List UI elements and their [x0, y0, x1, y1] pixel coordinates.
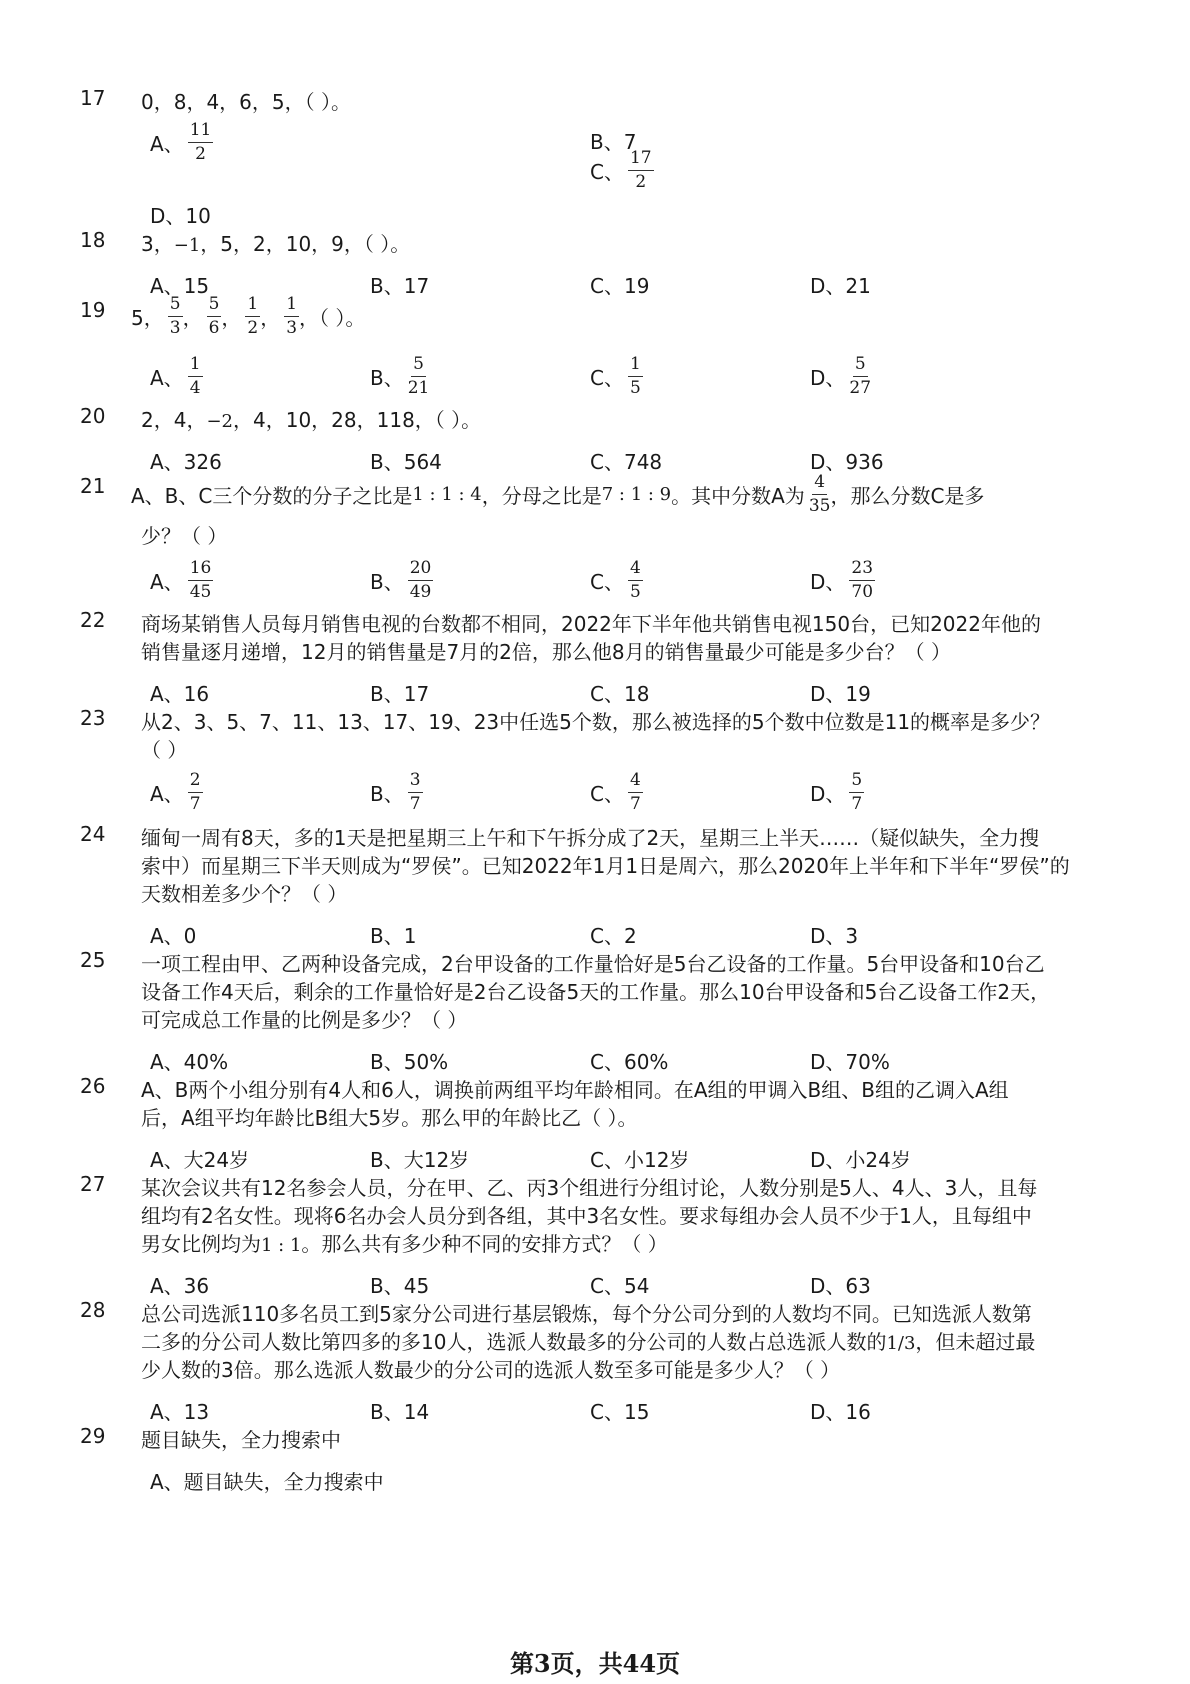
option-b: B、45 [370, 1274, 430, 1298]
question-number: 18 [80, 228, 106, 252]
option-d: D、63 [810, 1274, 871, 1298]
stem-text: ，但未超过最 [915, 1330, 1036, 1354]
question-stem-line1 [131, 474, 984, 515]
option-d: D、936 [810, 450, 884, 474]
numerator: 11 [188, 122, 214, 143]
fraction [408, 356, 430, 397]
denominator: 6 [208, 318, 220, 338]
question-stem-line1: 商场某销售人员每月销售电视的台数都不相同，2022年下半年他共销售电视150台，已知2022年他的 [141, 612, 1041, 636]
fraction [284, 296, 299, 337]
question-stem-line2: 销售量逐月递增，12月的销售量是7月的2倍，那么他8月的销售量最少可能是多少台？（ ） [141, 640, 951, 664]
numerator: 1 [284, 296, 299, 317]
option-label: B、 [370, 570, 404, 594]
option-label: B、 [370, 782, 404, 806]
option-c: C、19 [590, 274, 650, 298]
option-c [590, 150, 654, 191]
option-c [590, 560, 643, 601]
fraction [245, 296, 260, 337]
option-label: A、 [150, 570, 184, 594]
question-stem [141, 404, 481, 433]
option-d [810, 356, 871, 397]
numerator: 5 [849, 772, 864, 793]
option-d: D、21 [810, 274, 871, 298]
numerator: 5 [207, 296, 222, 317]
denominator: 3 [169, 318, 181, 338]
option-b: B、564 [370, 450, 442, 474]
option-b: B、50% [370, 1050, 449, 1074]
stem-math: 1/3 [886, 1333, 916, 1354]
question-number: 20 [80, 404, 106, 428]
fraction [628, 356, 643, 397]
denominator: 7 [629, 794, 641, 814]
numerator: 4 [628, 772, 643, 793]
numerator: 17 [628, 150, 654, 171]
fraction [168, 296, 183, 337]
fraction [628, 560, 643, 601]
option-a [150, 772, 203, 813]
option-label: C、 [590, 366, 624, 390]
denominator: 27 [849, 378, 872, 398]
question-stem-line2: 设备工作4天后，剩余的工作量恰好是2台乙设备5天的工作量。那么10台甲设备和5台乙设备工作2天， [141, 980, 1051, 1004]
option-label: C、 [590, 570, 624, 594]
stem-text: ，4，10，28，118，（ ）。 [233, 408, 482, 432]
question-stem-line1: 总公司选派110多名员工到5家分公司进行基层锻炼，每个分公司分到的人数均不同。已知选派人数第 [141, 1302, 1032, 1326]
option-a [150, 122, 213, 163]
stem-text: 二多的分公司人数比第四多的多10人，选派人数最多的分公司的人数占总选派人数的 [141, 1330, 887, 1354]
fraction [628, 772, 643, 813]
question-number: 23 [80, 706, 106, 730]
numerator: 4 [812, 474, 827, 495]
stem-text: ，5，2，10，9，（ ）。 [200, 232, 411, 256]
numerator: 16 [188, 560, 214, 581]
option-a [150, 356, 203, 397]
question-stem-line1: 某次会议共有12名参会人员，分在甲、乙、丙3个组进行分组讨论，人数分别是5人、4人、3人，且每 [141, 1176, 1038, 1200]
numerator: 1 [245, 296, 260, 317]
option-b [370, 356, 429, 397]
question-stem [141, 228, 410, 257]
question-stem-line3 [141, 1228, 668, 1257]
option-c: C、2 [590, 924, 637, 948]
option-a: A、题目缺失，全力搜索中 [150, 1470, 384, 1494]
separator: ， [260, 306, 281, 330]
fraction [408, 772, 423, 813]
question-stem-line2: 后，A组平均年龄比B组大5岁。那么甲的年龄比乙（ ）。 [141, 1106, 638, 1130]
denominator: 5 [629, 378, 641, 398]
option-c [590, 772, 643, 813]
option-label: D、 [810, 782, 846, 806]
option-b: B、7 [590, 130, 637, 154]
denominator: 2 [247, 318, 259, 338]
question-number: 26 [80, 1074, 106, 1098]
option-c [590, 356, 643, 397]
fraction [628, 150, 654, 191]
option-d: D、70% [810, 1050, 890, 1074]
stem-text: A、B、C三个分数的分子之比是 [131, 484, 413, 508]
fraction [188, 560, 214, 601]
numerator: 20 [408, 560, 434, 581]
option-label: D、 [810, 570, 846, 594]
question-stem-line1: A、B两个小组分别有4人和6人，调换前两组平均年龄相同。在A组的甲调入B组、B组的乙调入A组 [141, 1078, 1009, 1102]
denominator: 3 [286, 318, 298, 338]
question-stem: 0，8，4，6，5，（ ）。 [141, 90, 351, 114]
denominator: 2 [635, 172, 647, 192]
question-stem-line2: 少？（ ） [141, 524, 228, 548]
question-stem-line2: 组均有2名女性。现将6名办会人员分到各组，其中3名女性。要求每组办会人员不少于1人，且每组中 [141, 1204, 1032, 1228]
fraction [207, 296, 222, 337]
question-number: 25 [80, 948, 106, 972]
question-number: 27 [80, 1172, 106, 1196]
option-label: C、 [590, 160, 624, 184]
question-stem [131, 296, 365, 337]
option-d [810, 772, 864, 813]
option-b: B、1 [370, 924, 417, 948]
option-c: C、60% [590, 1050, 669, 1074]
question-stem-line3: 可完成总工作量的比例是多少？（ ） [141, 1008, 468, 1032]
question-stem-line1: 从2、3、5、7、11、13、17、19、23中任选5个数，那么被选择的5个数中位数是11的概率是多少？ [141, 710, 1051, 734]
denominator: 5 [629, 582, 641, 602]
option-c: C、54 [590, 1274, 650, 1298]
option-label: A、 [150, 132, 184, 156]
numerator: 1 [628, 356, 643, 377]
numerator: 4 [628, 560, 643, 581]
denominator: 70 [851, 582, 874, 602]
option-d: D、10 [150, 204, 211, 228]
question-stem-line1: 缅甸一周有8天，多的1天是把星期三上午和下午拆分成了2天，星期三上半天……（疑似缺失，全力搜 [141, 826, 1040, 850]
stem-text: ，那么分数C是多 [830, 484, 985, 508]
option-d: D、16 [810, 1400, 871, 1424]
question-number: 22 [80, 608, 106, 632]
option-d: D、19 [810, 682, 871, 706]
option-label: C、 [590, 782, 624, 806]
option-a: A、36 [150, 1274, 210, 1298]
fraction [188, 772, 203, 813]
option-c: C、748 [590, 450, 663, 474]
denominator: 45 [189, 582, 212, 602]
fraction [809, 474, 831, 515]
stem-text: ，分母之比是 [481, 484, 602, 508]
option-d: D、3 [810, 924, 859, 948]
numerator: 5 [411, 356, 426, 377]
option-a: A、大24岁 [150, 1148, 250, 1172]
stem-math: 7 : 1 : 9 [601, 484, 672, 505]
option-b [370, 772, 423, 813]
option-c: C、18 [590, 682, 650, 706]
fraction [849, 772, 864, 813]
question-number: 24 [80, 822, 106, 846]
fraction [188, 122, 214, 163]
stem-math: 1 : 1 [261, 1235, 302, 1256]
option-a: A、40% [150, 1050, 229, 1074]
option-a: A、0 [150, 924, 197, 948]
stem-text: 。其中分数A为 [671, 484, 805, 508]
page-footer: 第3页，共44页 [509, 1649, 681, 1678]
question-stem-line2: （ ） [141, 738, 188, 762]
stem-text: 3， [141, 232, 174, 256]
numerator: 23 [849, 560, 875, 581]
numerator: 2 [188, 772, 203, 793]
stem-text: 男女比例均为 [141, 1232, 261, 1256]
fraction [188, 356, 203, 397]
option-b: B、14 [370, 1400, 430, 1424]
option-d: D、小24岁 [810, 1148, 911, 1172]
separator: ， [182, 306, 203, 330]
question-number: 21 [80, 474, 106, 498]
option-c: C、小12岁 [590, 1148, 690, 1172]
option-label: A、 [150, 782, 184, 806]
fraction [849, 356, 871, 397]
question-stem-line2: 索中）而星期三下半天则成为“罗侯”。已知2022年1月1日是周六，那么2020年上半年和下半年“罗侯”的 [141, 854, 1070, 878]
question-stem-line3: 天数相差多少个？（ ） [141, 882, 348, 906]
question-stem-line2 [141, 1326, 1035, 1355]
fraction [849, 560, 875, 601]
stem-math: −2 [206, 411, 233, 432]
stem-math: 1 : 1 : 4 [412, 484, 482, 505]
denominator: 2 [195, 144, 206, 164]
denominator: 35 [808, 496, 831, 516]
stem-text: 2，4， [141, 408, 207, 432]
numerator: 1 [188, 356, 203, 377]
stem-text: ，（ ）。 [299, 306, 366, 330]
option-b: B、大12岁 [370, 1148, 470, 1172]
numerator: 5 [853, 356, 868, 377]
option-a [150, 560, 213, 601]
option-d [810, 560, 875, 601]
fraction [408, 560, 434, 601]
option-c: C、15 [590, 1400, 650, 1424]
option-label: A、 [150, 366, 184, 390]
question-stem-line1: 一项工程由甲、乙两种设备完成，2台甲设备的工作量恰好是5台乙设备的工作量。5台甲设备和10台乙 [141, 952, 1045, 976]
denominator: 7 [409, 794, 421, 814]
question-number: 28 [80, 1298, 106, 1322]
denominator: 49 [409, 582, 432, 602]
option-a: A、16 [150, 682, 210, 706]
option-a: A、13 [150, 1400, 210, 1424]
question-stem-line1: 题目缺失，全力搜索中 [141, 1428, 341, 1452]
denominator: 4 [189, 378, 201, 398]
question-number: 19 [80, 298, 106, 322]
option-b: B、17 [370, 682, 430, 706]
numerator: 5 [168, 296, 183, 317]
option-label: D、 [810, 366, 846, 390]
stem-text: 。那么共有多少种不同的安排方式？（ ） [301, 1232, 668, 1256]
option-a: A、326 [150, 450, 222, 474]
option-label: B、 [370, 366, 404, 390]
option-b: B、17 [370, 274, 430, 298]
stem-math: −1 [173, 235, 201, 256]
question-number: 29 [80, 1424, 106, 1448]
denominator: 21 [407, 378, 430, 398]
option-a: A、15 [150, 274, 210, 298]
denominator: 7 [851, 794, 863, 814]
separator: ， [221, 306, 242, 330]
option-b [370, 560, 433, 601]
denominator: 7 [189, 794, 201, 814]
question-number: 17 [80, 86, 106, 110]
stem-text: 5， [131, 306, 164, 330]
numerator: 3 [408, 772, 423, 793]
question-stem-line3: 少人数的3倍。那么选派人数最少的分公司的选派人数至多可能是多少人？（ ） [141, 1358, 841, 1382]
